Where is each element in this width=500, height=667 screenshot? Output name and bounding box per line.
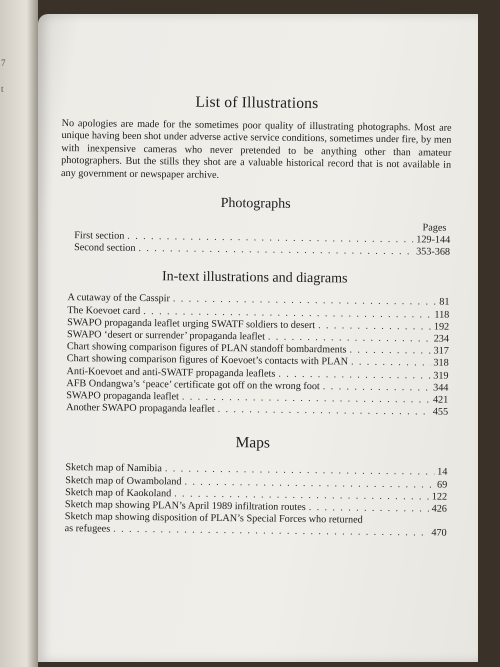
item-page: 234 — [433, 333, 450, 345]
item-label: AFB Ondangwa’s ‘peace’ certificate got off on the wrong foot — [66, 377, 320, 393]
item-label: First section — [74, 230, 125, 242]
item-page: 455 — [432, 406, 449, 419]
item-page: 122 — [431, 491, 448, 503]
pages-column-label: Pages — [422, 222, 447, 234]
item-label: A cutaway of the Casspir — [67, 292, 170, 305]
page-title: List of Illustrations — [195, 93, 319, 113]
item-label: SWAPO propaganda leaflet — [66, 390, 179, 403]
item-page: 14 — [437, 467, 448, 479]
item-page: 319 — [433, 370, 449, 382]
item-pages: 129-144 — [416, 234, 451, 246]
facing-page-mark: t — [1, 84, 4, 94]
list-item — [65, 511, 447, 540]
page-content — [57, 92, 452, 540]
leader-dots — [218, 404, 430, 419]
book-page — [38, 14, 478, 662]
leader-dots — [113, 524, 428, 540]
photographs-list — [74, 230, 450, 259]
item-label: Another SWAPO propaganda leaflet — [66, 402, 215, 416]
item-label: SWAPO ‘desert or surrender’ propaganda leaflet — [66, 329, 266, 343]
item-label: Second section — [74, 242, 136, 255]
item-page: 421 — [432, 394, 449, 406]
item-page: 118 — [434, 309, 450, 321]
item-label-line2: as refugees — [64, 523, 111, 536]
facing-page-edge — [0, 0, 38, 667]
intext-heading: In-text illustrations and diagrams — [161, 269, 348, 287]
item-page: 317 — [433, 345, 449, 357]
item-label: Sketch map of Owamboland — [65, 474, 182, 488]
item-page: 470 — [431, 528, 447, 540]
leader-dots — [349, 345, 430, 358]
maps-list — [65, 463, 448, 541]
item-label: Chart showing comparison figures of PLAN standoff bombardments — [66, 341, 347, 356]
item-label: Sketch map of Kaokoland — [65, 486, 172, 500]
item-pages: 353-368 — [416, 246, 451, 258]
photographs-heading: Photographs — [220, 195, 291, 212]
item-page: 344 — [433, 382, 449, 394]
item-label: Sketch map of Namibia — [65, 462, 162, 475]
intro-paragraph: No apologies are made for the sometimes poor quality of illustrating photographs. Most are unique having been shot under adverse active service conditions, sometimes under fire, by men with inexpensive cameras who never pretended to be anything other than amateur photographers. But the stills they shot are a valuable historical record that is not available in any government or newspaper archive. — [60, 117, 452, 181]
item-page: 81 — [439, 297, 450, 309]
maps-heading: Maps — [235, 434, 271, 453]
item-label: The Koevoet card — [67, 304, 141, 317]
leader-dots — [138, 243, 413, 259]
leader-dots — [351, 357, 431, 370]
item-page: 69 — [436, 479, 448, 491]
facing-page-mark: 7 — [1, 58, 6, 68]
item-label: Chart showing comparison figures of Koevoet’s contacts with PLAN — [66, 353, 349, 368]
item-label-line1: Sketch map showing disposition of PLAN’s Special Forces who returned — [64, 511, 363, 526]
item-label: Sketch map showing PLAN’s April 1989 infiltration routes — [64, 499, 306, 514]
item-label: Anti-Koevoet and anti-SWATF propaganda leaflets — [66, 365, 276, 380]
item-page: 318 — [433, 358, 449, 370]
item-label: SWAPO propaganda leaflet urging SWATF soldiers to desert — [67, 316, 316, 331]
intext-list — [66, 293, 449, 420]
item-page: 426 — [431, 503, 447, 515]
item-page: 192 — [433, 321, 450, 333]
